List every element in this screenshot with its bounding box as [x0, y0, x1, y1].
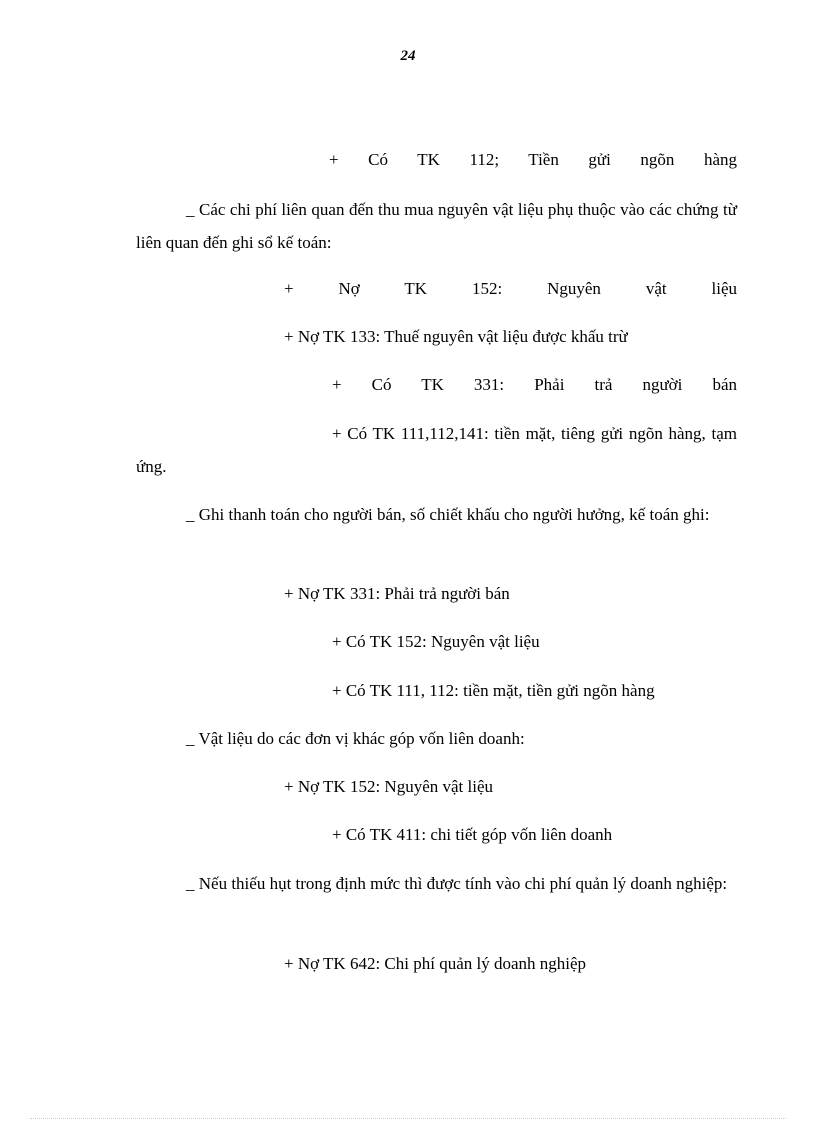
entry-debit-642: + Nợ TK 642: Chi phí quản lý doanh nghiệp — [284, 954, 587, 973]
paragraph-payment-seller: _ Ghi thanh toán cho người bán, số chiết khấu cho người hưởng, kế toán ghi: — [186, 505, 710, 524]
entry-debit-331: + Nợ TK 331: Phải trả người bán — [284, 584, 510, 603]
entry-debit-133: + Nợ TK 133: Thuế nguyên vật liệu được khấu trừ — [284, 327, 628, 346]
paragraph-shortage: _ Nếu thiếu hụt trong định mức thì được tính vào chi phí quản lý doanh nghiệp: — [186, 874, 728, 893]
entry-credit-111-112: + Có TK 111, 112: tiền mặt, tiền gửi ngõn hàng — [332, 681, 655, 700]
entry-debit-152: + Nợ TK 152: Nguyên vật liệu — [284, 279, 737, 298]
footer-rule — [30, 1118, 786, 1119]
paragraph-purchase-costs: _ Các chi phí liên quan đến thu mua nguyên vật liệu phụ thuộc vào các chứng từ liên quan đến ghi sổ kế toán: — [136, 200, 737, 252]
entry-credit-112: + Có TK 112; Tiền gửi ngõn hàng — [329, 150, 737, 169]
page-number: 24 — [400, 48, 416, 64]
paragraph-credit-111-112-141: + Có TK 111,112,141: tiền mặt, tiêng gửi ngõn hàng, tạm ứng. — [136, 424, 737, 476]
entry-credit-152: + Có TK 152: Nguyên vật liệu — [332, 632, 540, 651]
entry-credit-331: + Có TK 331: Phải trả người bán — [332, 375, 737, 394]
entry-debit-152-materials: + Nợ TK 152: Nguyên vật liệu — [284, 777, 494, 796]
entry-credit-411: + Có TK 411: chi tiết góp vốn liên doanh — [332, 825, 613, 844]
paragraph-joint-venture: _ Vật liệu do các đơn vị khác góp vốn liên doanh: — [186, 729, 525, 748]
